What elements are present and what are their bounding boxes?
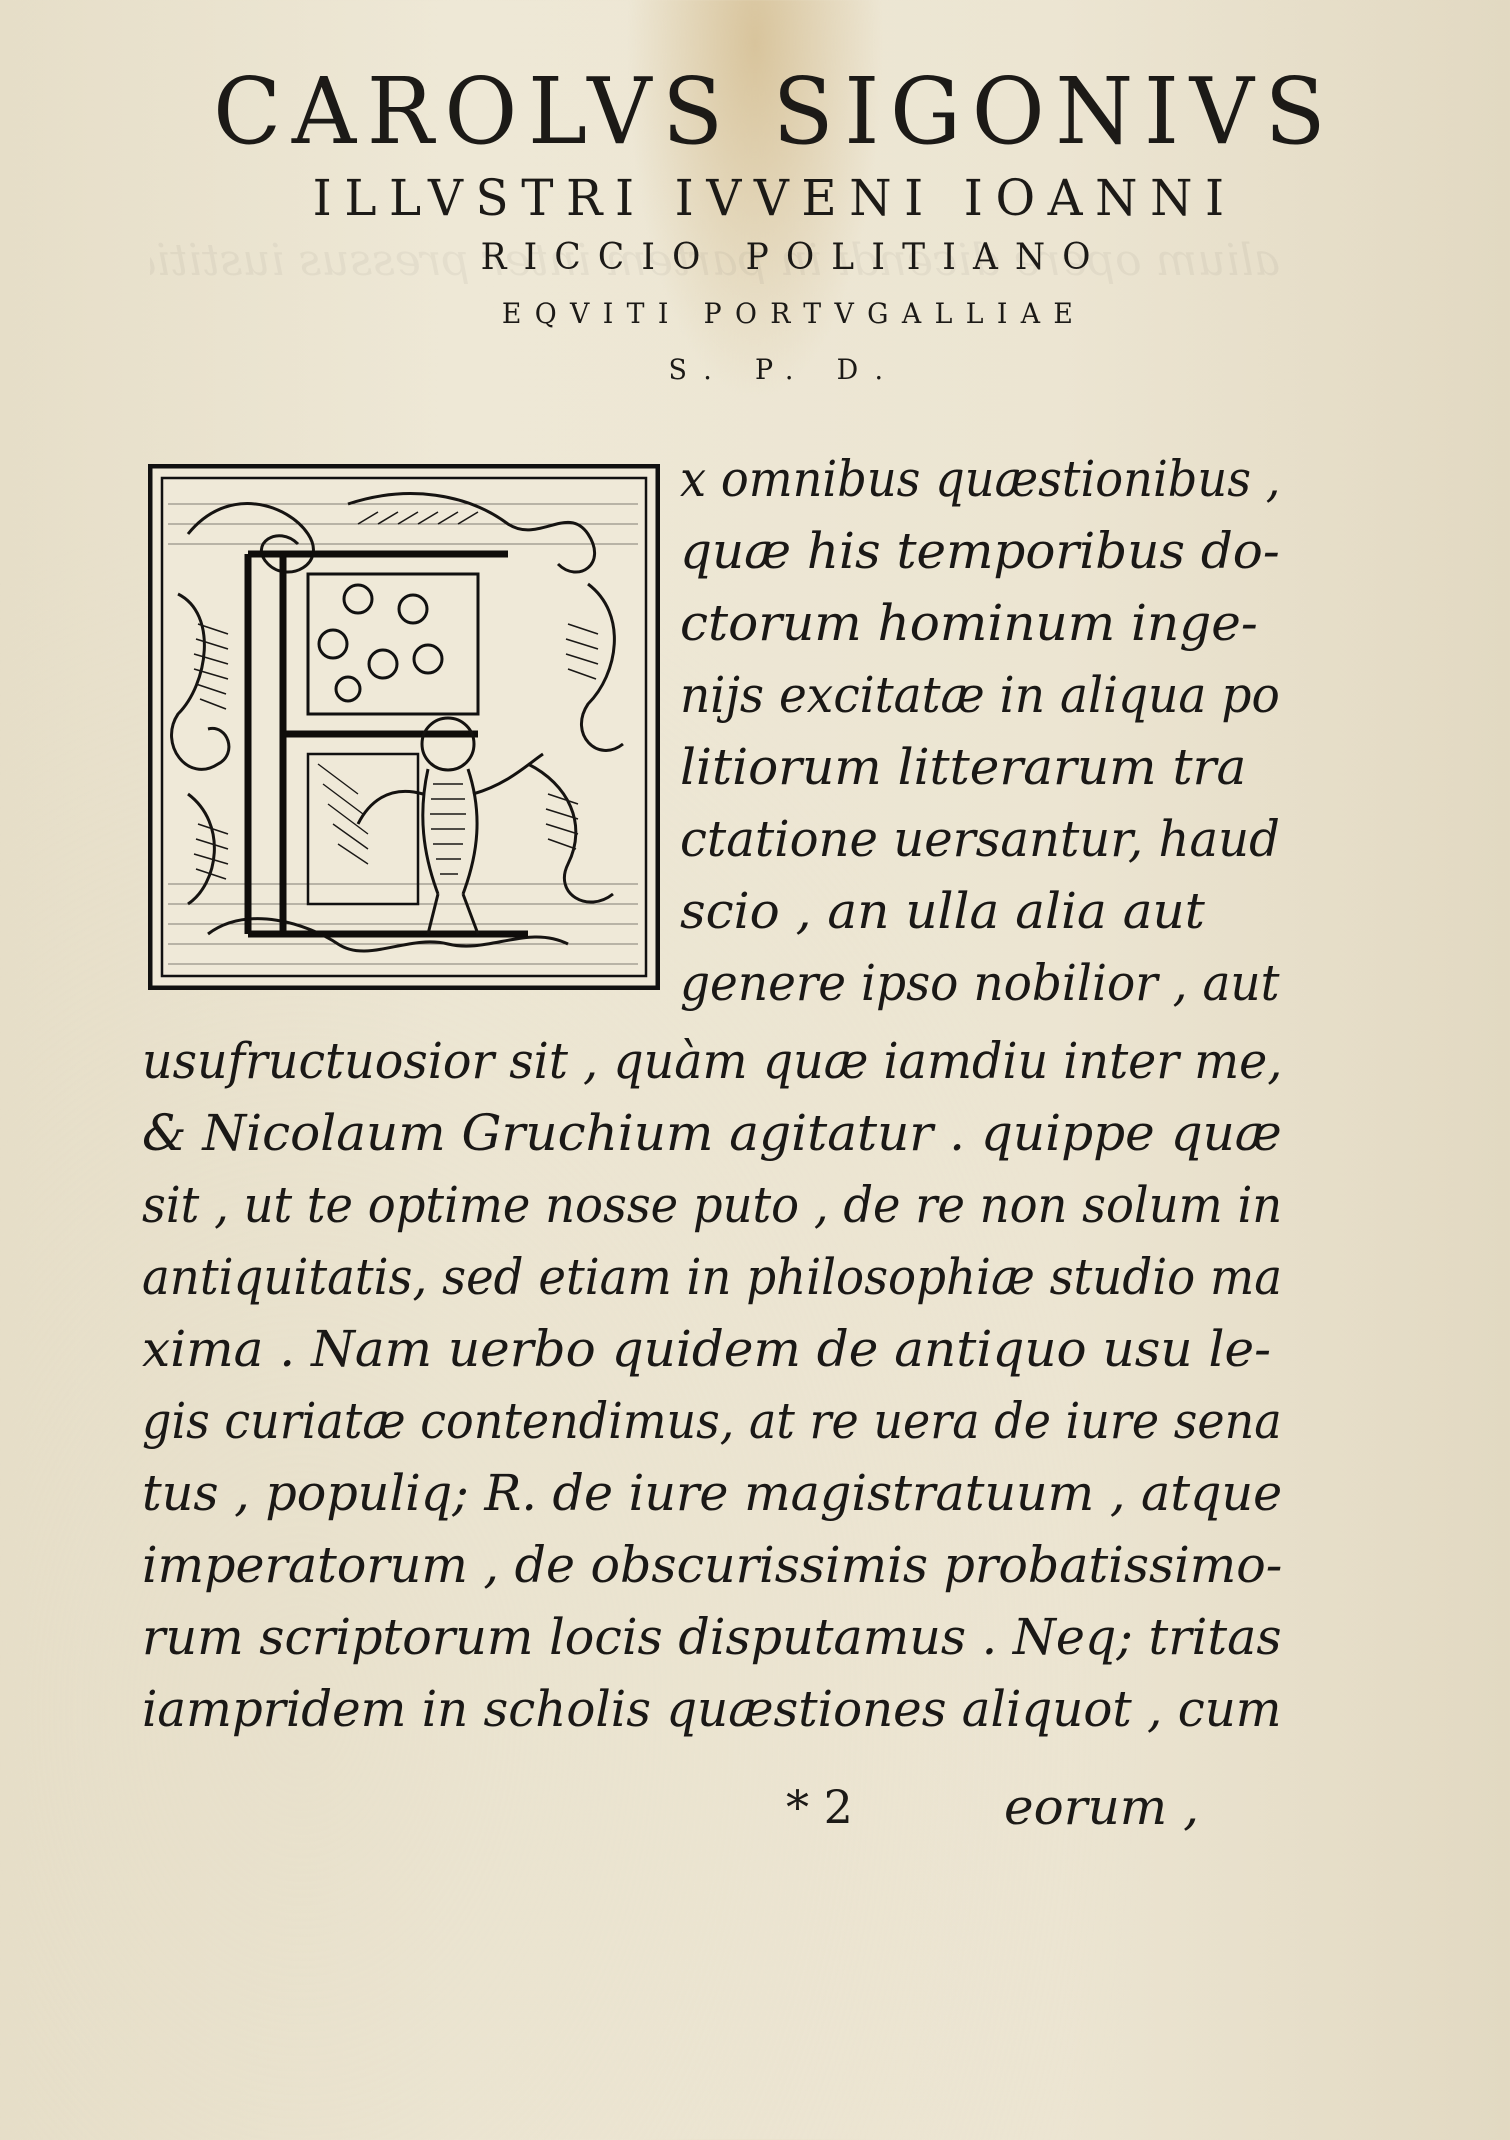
text-line-7: scio , an ulla alia aut — [680, 882, 1205, 940]
text-line-13: xima . Nam uerbo quidem de antiquo usu le- — [142, 1320, 1271, 1378]
heading-salutation: S. P. D. — [668, 353, 901, 386]
text-line-16: imperatorum , de obscurissimis probatissimo- — [142, 1536, 1283, 1594]
text-line-17: rum scriptorum locis disputamus . Neq; tritas — [142, 1608, 1282, 1666]
decorated-initial-woodcut — [148, 464, 660, 990]
text-line-14: gis curiatæ contendimus, at re uera de iure sena — [142, 1392, 1282, 1450]
text-line-9: usufructuosior sit , quàm quæ iamdiu inter me, — [142, 1032, 1283, 1090]
catchword: eorum , — [1004, 1778, 1199, 1836]
text-line-4: nijs excitatæ in aliqua po — [680, 666, 1280, 724]
heading-dedicatee-line: ILLVSTRI IVVENI IOANNI — [312, 169, 1237, 227]
text-line-10: & Nicolaum Gruchium agitatur . quippe quæ — [142, 1104, 1282, 1162]
text-line-1: x omnibus quæstionibus , — [680, 450, 1281, 508]
heading-dedicatee-name: RICCIO POLITIANO — [480, 237, 1108, 278]
text-line-15: tus , populiq; R. de iure magistratuum , atque — [142, 1464, 1283, 1522]
text-line-11: sit , ut te optime nosse puto , de re non solum in — [142, 1176, 1283, 1234]
text-line-8: genere ipso nobilior , aut — [680, 954, 1280, 1012]
text-line-12: antiquitatis, sed etiam in philosophiæ studio ma — [142, 1248, 1283, 1306]
heading-author: CAROLVS SIGONIVS — [213, 58, 1337, 165]
text-line-2: quæ his temporibus do- — [680, 522, 1280, 580]
signature-mark: * 2 — [786, 1780, 853, 1834]
text-line-18: iampridem in scholis quæstiones aliquot , cum — [142, 1680, 1282, 1738]
text-line-6: ctatione uersantur, haud — [680, 810, 1280, 868]
text-line-3: ctorum hominum inge- — [680, 594, 1258, 652]
text-line-5: litiorum litterarum tra — [680, 738, 1247, 796]
heading-dedicatee-title: EQVITI PORTVGALLIAE — [501, 297, 1087, 330]
